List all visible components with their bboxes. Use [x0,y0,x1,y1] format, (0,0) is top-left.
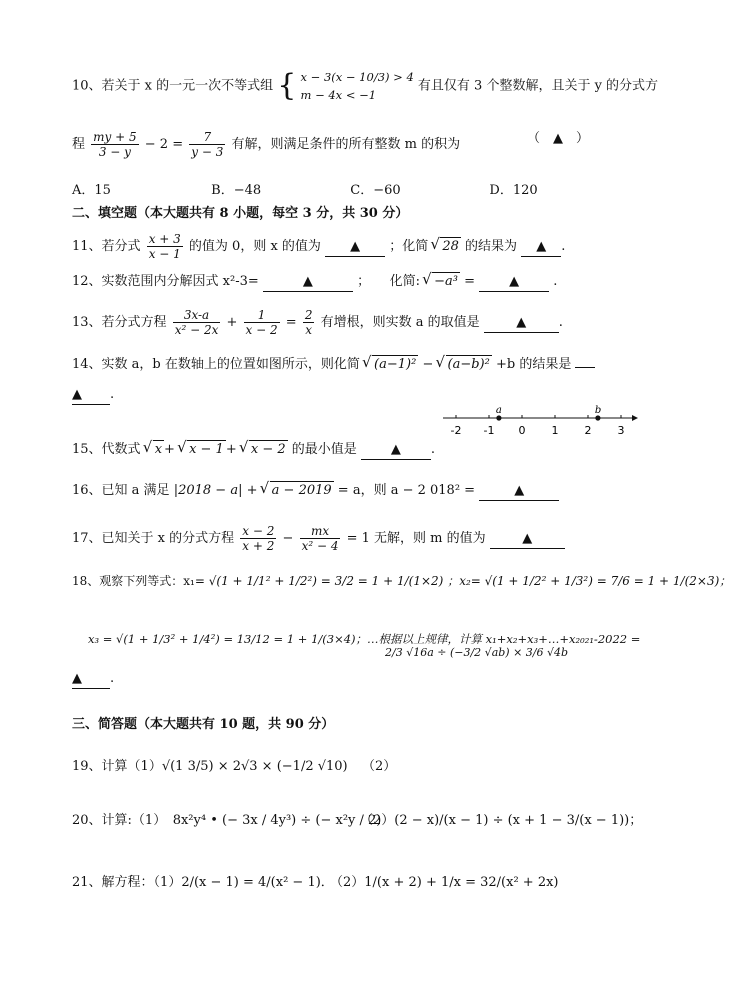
q13-eq: = [285,315,297,330]
number-line [438,404,638,442]
q17-prefix: 17、已知关于 x 的分式方程 [72,531,235,546]
q18-overlap-expression: 2/3 √16a ÷ (−3/2 √ab) × 3/6 √4b [385,646,569,659]
blank-marker: ▲ [536,239,547,254]
section-3-title: 三、简答题（本大题共有 10 题，共 90 分） [72,717,335,732]
q13-frac1 [173,308,221,337]
blank-marker: ▲ [516,315,527,330]
q12-sqrt: √ −a³ [432,272,460,291]
question-13: 13、若分式方程 $\frac{3x-a}{\text{x² − 2x}}$ + $\frac{1}{x - 2}$ = $\frac{2}{x}$ 有增根，则实数 a 的取值是 ▲ . [72,308,563,337]
q10-ineq1: x − 3(x − 10/3) > 4 [300,70,414,84]
number-line-tick-label: 2 [584,424,592,437]
blank-marker: ▲ [72,387,82,402]
q18-blank [72,670,110,689]
number-line-tick-label: 3 [617,424,625,437]
q15-tail: 的最小值是 [291,442,357,457]
q13-blank [484,314,559,333]
q16-abs: |2018 − a| [173,483,243,498]
q13-f3-den: x [305,323,313,337]
choice-c: C．−60 [350,183,401,198]
q17-blank [490,530,565,549]
number-line-tick-label: -1 [483,424,495,437]
q17-f2-den: x² − 4 [301,539,339,553]
q10-ineq2: m − 4x < −1 [300,88,377,102]
blank-marker: ▲ [514,483,525,498]
q10-answer-box: （ ▲ ） [527,131,589,146]
q12-blank-1 [263,273,353,292]
q14-blank-start [575,367,595,368]
q14-minus: − [422,357,434,372]
section-2-title: 二、填空题（本大题共有 8 小题，每空 3 分，共 30 分） [72,206,409,221]
question-14 [72,355,655,374]
q11-blank-1 [325,238,385,257]
q11-prefix: 11、若分式 [72,239,141,254]
q11-blank-2 [521,238,561,257]
q16-plus: + [246,483,258,498]
q14-sqrt1: √ (a−1)² [372,355,418,374]
number-line-tick-label: 1 [551,424,559,437]
q10-choices [72,182,655,200]
q18-prefix: 18、观察下列等式：x₁= [72,574,205,588]
blank-marker: ▲ [302,274,313,289]
q19-part2: （2） [362,759,397,774]
q11-den: x − 1 [148,247,181,261]
q11-mid: 的值为 0，则 x 的值为 [188,239,321,254]
q13-f1-num: 3x-a [173,308,221,323]
blank-marker: ▲ [522,531,533,546]
blank-marker: ▲ [509,274,520,289]
q18-eq2: ；x₂= √(1 + 1/2² + 1/3²) = 7/6 = 1 + 1/(2×3)； [447,574,731,588]
q15-prefix: 15、代数式 [72,442,141,457]
q13-plus: + [226,315,238,330]
choice-a: A．15 [72,183,111,198]
q11-sqrt: √ 28 [440,237,461,256]
q14-sqrt2: √ (a−b)² [446,355,492,374]
q13-frac2 [244,308,280,337]
question-19 [72,758,655,776]
q16-sqrt: √ a − 2019 [270,481,334,500]
q17-frac2 [300,524,341,553]
point-a-dot [496,415,501,420]
q12-prefix: 12、实数范围内分解因式 x²-3= [72,274,259,289]
number-line-tick-label: 0 [518,424,526,437]
system-brace: { [277,68,297,103]
number-line-arrow [632,415,638,421]
question-17 [72,524,655,553]
point-b-label: b [594,405,602,416]
q10-frac2 [189,130,225,159]
q10-frac2-den: y − 3 [191,145,224,159]
q15-sqrt3: √ x − 2 [249,440,288,459]
question-15: 15、代数式 √ x + √ x − 1 + √ x − 2 的最小值是 ▲ . [72,440,655,460]
question-10-line1 [72,68,659,112]
q11-mid2: ；化简 [389,239,429,254]
q13-prefix: 13、若分式方程 [72,315,167,330]
number-line-tick-label: -2 [450,424,462,437]
q15-blank [361,441,431,460]
q10-tail: 有且仅有 3 个整数解，且关于 y 的分式方 [417,78,659,94]
question-12 [72,272,655,292]
q17-frac1 [240,524,276,553]
q14-prefix: 14、实数 a，b 在数轴上的位置如图所示，则化简 [72,357,360,372]
q10-frac1-num: my + 5 [93,130,137,144]
q17-f1-den: x + 2 [242,539,275,553]
q16-mid: = a，则 a − 2 018² = [337,483,476,498]
q14-tail: +b 的结果是 [495,357,572,372]
q21-text: 21、解方程：（1）2/(x − 1) = 4/(x² − 1)． [72,875,334,890]
q20-part2: （2）(2 − x)/(x − 1) ÷ (x + 1 − 3/(x − 1))； [360,813,643,828]
q18-eq3: x₃ = √(1 + 1/3² + 1/4²) = 13/12 = 1 + 1/(3×4)；…根据以上规律，计算 x₁+x₂+x₃+…+x₂₀₂₁-2022 = [88,632,641,646]
inequality-system [301,68,414,104]
question-18 [72,572,731,590]
question-11: 11、若分式 $\frac{x + 3}{x - 1}$ 的值为 0，则 x 的值为 ▲ ；化简 √ 28 的结果为 ▲ . [72,232,655,261]
question-14-line2: ▲ . [72,386,655,405]
choice-b: B．−48 [211,183,262,198]
choice-d: D．120 [489,183,538,198]
q11-tail: 的结果为 [465,239,518,254]
q10-frac2-num: 7 [189,130,225,145]
question-18-line3: ▲ . [72,670,655,689]
q20-text: 20、计算:（1） 8x²y⁴ • (− 3x / 4y³) ÷ (− x²y / 2) [72,813,382,828]
q11-frac [147,232,183,261]
q17-tail: = 1 无解，则 m 的值为 [346,531,486,546]
point-b-dot [595,415,600,420]
q18-eq1: √(1 + 1/1² + 1/2²) = 3/2 = 1 + 1/(1×2) [208,574,444,588]
q12-mid: ； 化简: [357,274,420,289]
q13-f2-den: x − 2 [245,323,278,337]
question-20 [72,812,655,830]
q16-prefix: 16、已知 a 满足 [72,483,170,498]
q19-text: 19、计算（1）√(1 3/5) × 2√3 × (−1/2 √10) [72,759,348,774]
question-21 [72,874,655,892]
question-10-line2 [72,130,655,159]
q13-frac3 [303,308,315,337]
q13-f1-den: x² − 2x [174,323,219,337]
q10-frac1 [91,130,138,159]
q15-sqrt1: √ x [153,440,164,459]
q13-f2-num: 1 [244,308,280,323]
blank-marker: ▲ [350,239,361,254]
q16-blank [479,482,559,501]
q10-line2-prefix: 程 [72,137,86,152]
question-16 [72,481,655,501]
q11-num: x + 3 [148,232,181,246]
q14-blank [72,386,110,405]
q17-minus: − [282,531,294,546]
q12-eq: = [464,274,475,289]
blank-marker: ▲ [72,671,82,686]
q10-intro: 10、若关于 x 的一元一次不等式组 [72,78,274,94]
q17-f2-num: mx [300,524,341,539]
q12-tail: . [553,274,558,289]
q17-f1-num: x − 2 [242,524,275,538]
q12-blank-2 [479,273,549,292]
q10-minus2: − 2 = [144,137,184,152]
q15-sqrt2: √ x − 1 [187,440,226,459]
blank-marker: ▲ [390,442,401,457]
q13-tail: 有增根，则实数 a 的取值是 [320,315,480,330]
point-a-label: a [495,405,502,416]
q13-f3-num: 2 [304,308,313,322]
q21-part2: （2）1/(x + 2) + 1/x = 32/(x² + 2x) [330,875,559,890]
q10-line2-tail: 有解，则满足条件的所有整数 m 的积为 [231,137,461,152]
q10-frac1-den: 3 − y [98,145,131,159]
